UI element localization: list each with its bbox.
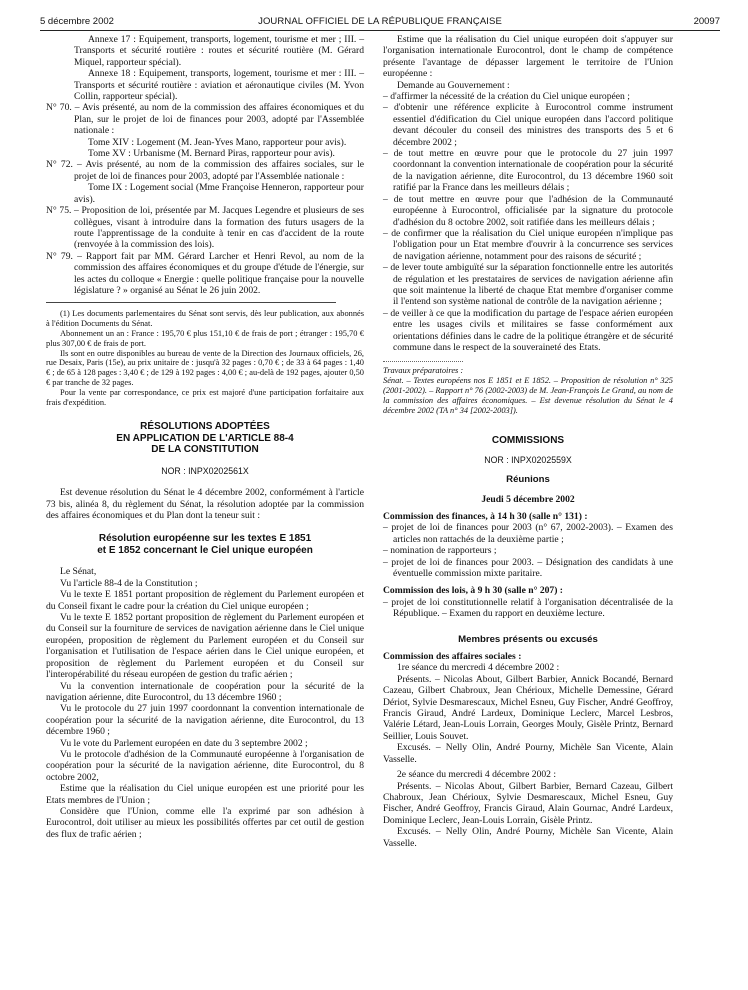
document-n70: N° 70. – Avis présenté, au nom de la commission des affaires économiques et du Plan, sur le projet de loi de finances pour 2003, adopté par l'Assemblée nationale : — [46, 102, 364, 137]
travaux-text: Sénat. – Textes européens nos E 1851 et E 1852. – Proposition de résolution n° 325 (2001-2002). – Rapport n° 76 (2002-2003) de M. Jean-François Le Grand, au nom de la commission des affaires économiques. – Est devenue résolution du Sénat le 4 décembre 2002 (TA n° 34 [2002-2003]). — [383, 376, 673, 415]
resolutions-title-line-1: RÉSOLUTIONS ADOPTÉES — [140, 421, 270, 433]
commissions-title: COMMISSIONS — [491, 435, 565, 447]
commission-affaires-sociales-heading: Commission des affaires sociales : — [383, 651, 522, 663]
tome-9: Tome IX : Logement social (Mme Françoise Henneron, rapporteur pour avis). — [74, 182, 364, 205]
excuses-1: Excusés. – Nelly Olin, André Pourny, Michèle San Vicente, Alain Vasselle. — [383, 742, 673, 765]
commission-lois-heading: Commission des lois, à 9 h 30 (salle n° 207) : — [383, 585, 563, 597]
demande-item: – de tout mettre en œuvre pour que l'adhésion de la Communauté européenne à Eurocontrol, officialisée par la signature du protocole d'adhésion du 8 octobre 2002, soit ratifiée dans les meilleurs délais ; — [383, 193, 673, 228]
commission-finances-heading: Commission des finances, à 14 h 30 (salle n° 131) : — [383, 510, 588, 522]
footnote-mail-order: Pour la vente par correspondance, ce prix est majoré d'une participation forfaitaire aux frais d'expédition. — [46, 387, 364, 407]
estime-2: Estime que la réalisation du Ciel unique européen doit s'appuyer sur l'organisation internationale Eurocontrol, dont le champ de compétence présente l'avantage de dépasser largement le territoire de l'Union européenne : — [383, 34, 673, 80]
document-n79: N° 79. – Rapport fait par MM. Gérard Larcher et Henri Revol, au nom de la commission des affaires économiques et du groupe d'étude de l'énergie, sur les actes du colloque « Energie : quelle politique française pour la nouvelle législature ? » organisé au Sénat le 26 juin 2002. — [46, 250, 364, 296]
footnote-rule — [46, 302, 336, 303]
meeting-date: Jeudi 5 décembre 2002 — [481, 493, 575, 505]
demande-item: – de veiller à ce que la modification du partage de l'espace aérien européen entre les usages civils et militaires se fasse conformément aux orientations définies dans le cadre de la politique étrangère et de sécurité commune dans le respect de la souveraineté des Etats. — [383, 307, 673, 353]
resolutions-title-line-3: DE LA CONSTITUTION — [151, 444, 259, 456]
vu-3: Vu le texte E 1852 portant proposition de règlement du Parlement européen et du Conseil sur la fourniture de services de navigation aérienne dans le Ciel unique européen, proposition de règlement du Parlement européen et du Conseil sur l'organisation et l'utilisation de l'espace aérien dans le Ciel unique européen, et proposition de règlement du Parlement européen et du Conseil sur l'interopérabilité du réseau européen de gestion du trafic aérien ; — [46, 612, 364, 681]
vu-4: Vu la convention internationale de coopération pour la sécurité de la navigation aérienne, dite Eurocontrol, du 13 décembre 1960 ; — [46, 680, 364, 703]
reunions-title: Réunions — [506, 474, 550, 486]
document-n72: N° 72. – Avis présenté, au nom de la commission des affaires sociales, sur le projet de loi de finances pour 2003, adopté par l'Assemblée nationale : — [46, 159, 364, 182]
le-senat: Le Sénat, — [60, 566, 97, 578]
nor-reference-2: NOR : INPX0202559X — [484, 454, 572, 465]
resolution-subtitle — [46, 533, 364, 556]
travaux-label: Travaux préparatoires : — [383, 366, 464, 376]
estime-1: Estime que la réalisation du Ciel unique européen est une priorité pour les Etats membres de l'Union ; — [46, 783, 364, 806]
resolution-section — [46, 421, 364, 840]
agenda-item: – projet de loi de finances pour 2003. – Désignation des candidats à une éventuelle commission mixte paritaire. — [383, 556, 673, 580]
document-n75: N° 75. – Proposition de loi, présentée par M. Jacques Legendre et plusieurs de ses collègues, visant à introduire dans la formation des futurs usagers de la route l'apprentissage de la conduite à tenir en cas d'accident de la route (renvoyée à la commission des lois). — [46, 205, 364, 251]
resolution-subtitle-line-2: et E 1852 concernant le Ciel unique européen — [97, 544, 313, 556]
right-column — [383, 34, 673, 849]
header-journal-title: JOURNAL OFFICIEL DE LA RÉPUBLIQUE FRANÇAISE — [258, 16, 502, 27]
left-column — [46, 34, 364, 840]
page-header — [40, 16, 720, 30]
resolutions-title — [46, 421, 364, 456]
demande-item: – de confirmer que la réalisation du Ciel unique européen n'implique pas l'obligation pour un Etat membre d'ouvrir à la concurrence ses services de navigation aérienne, notamment pour des raisons de sécurité ; — [383, 227, 673, 262]
vu-6: Vu le vote du Parlement européen en date du 3 septembre 2002 ; — [60, 737, 308, 749]
presents-2: Présents. – Nicolas About, Gilbert Barbier, Bernard Cazeau, Gilbert Chabroux, Jean Chérioux, Sylvie Desmarescaux, Michel Esneu, Guy Fischer, André Geoffroy, Francis Giraud, Alain Gournac, André Lardeux, Dominique Leclerc, Jean-Louis Lorrain, Gisèle Printz. — [383, 780, 673, 826]
annexe-17: Annexe 17 : Equipement, transports, logement, tourisme et mer ; III. – Transports et sécurité routière : routes et sécurité routière (M. Gérard Miquel, rapporteur spécial). — [74, 34, 364, 68]
footnote-1: (1) Les documents parlementaires du Sénat sont servis, dès leur publication, aux abonnés à l'édition Documents du Sénat. — [46, 309, 364, 329]
header-rule — [40, 30, 720, 31]
demande-item: – de lever toute ambiguïté sur la séparation fonctionnelle entre les autorités de régulation et les prestataires de services de navigation aérienne afin que soit maintenue la liberté de chaque Etat membre d'organiser comme il l'entend son système national de contrôle de la navigation aérienne ; — [383, 262, 673, 308]
excuses-2: Excusés. – Nelly Olin, André Pourny, Michèle San Vicente, Alain Vasselle. — [383, 826, 673, 849]
footnote-subscription: Abonnement un an : France : 195,70 € plus 151,10 € de frais de port ; étranger : 195,70 € plus 307,00 € de frais de port. — [46, 328, 364, 348]
tome-14: Tome XIV : Logement (M. Jean-Yves Mano, rapporteur pour avis). — [88, 136, 347, 148]
demande-heading: Demande au Gouvernement : — [397, 79, 510, 91]
presents-1: Présents. – Nicolas About, Gilbert Barbier, Annick Bocandé, Bernard Cazeau, Gilbert Chabroux, Jean Chérioux, Michelle Demessine, Gérard Dériot, Sylvie Desmarescaux, Michel Esneu, Guy Fischer, André Geoffroy, Francis Giraud, André Lardeux, Dominique Leclerc, Marcel Lesbros, Valérie Létard, Jean-Louis Lorrain, Georges Mouly, Gisèle Printz, Bernard Seillier, Louis Souvet. — [383, 673, 673, 742]
seance-1: 1re séance du mercredi 4 décembre 2002 : — [397, 662, 560, 674]
agenda-item: – projet de loi constitutionnelle relatif à l'organisation décentralisée de la République. – Examen du rapport en deuxième lecture. — [383, 596, 673, 620]
agenda-item: – nomination de rapporteurs ; — [383, 545, 497, 557]
resolutions-title-line-2: EN APPLICATION DE L'ARTICLE 88-4 — [116, 432, 294, 444]
footnote-prices: Ils sont en outre disponibles au bureau de vente de la Direction des Journaux officiels, 26, rue Desaix, Paris (15e), au prix unitaire de : jusqu'à 32 pages : 0,70 € ; de 33 à 64 pages : 1,40 € ; de 65 à 128 pages : 3,40 € ; de 129 à 192 pages : 4,00 € ; au-delà de 192 pages, ajouter 0,50 € par tranche de 32 pages. — [46, 348, 364, 387]
header-page-number: 20097 — [693, 16, 720, 27]
seance-2: 2e séance du mercredi 4 décembre 2002 : — [397, 769, 557, 781]
resolution-subtitle-line-1: Résolution européenne sur les textes E 1851 — [98, 533, 312, 545]
demande-item: – de tout mettre en œuvre pour que le protocole du 27 juin 1997 coordonnant la convention internationale de coopération pour la sécurité de la navigation aérienne, dite Eurocontrol, du 13 décembre 1960 soit ratifié par la France dans les meilleurs délais ; — [383, 148, 673, 194]
resolution-intro: Est devenue résolution du Sénat le 4 décembre 2002, conformément à l'article 73 bis, alinéa 8, du règlement du Sénat, la résolution adoptée par la commission des affaires économiques et du Plan dont la teneur suit : — [46, 487, 364, 522]
demande-item: – d'obtenir une référence explicite à Eurocontrol comme instrument essentiel d'édification du Ciel unique européen dans l'accord politique devant découler du conseil des ministres des transports des 5 et 6 décembre 2002 ; — [383, 102, 673, 148]
tome-15: Tome XV : Urbanisme (M. Bernard Piras, rapporteur pour avis). — [88, 148, 335, 160]
separator — [383, 361, 463, 362]
vu-2: Vu le texte E 1851 portant proposition de règlement du Parlement européen et du Conseil fixant le cadre pour la création du Ciel unique européen ; — [46, 589, 364, 612]
considere: Considère que l'Union, comme elle l'a exprimé par son adhésion à Eurocontrol, doit utiliser au mieux les possibilités offertes par cet outil de gestion des flux de trafic aérien ; — [46, 805, 364, 840]
vu-5: Vu le protocole du 27 juin 1997 coordonnant la convention internationale de coopération pour la sécurité de la navigation aérienne, dite Eurocontrol, du 13 décembre 1960 ; — [46, 703, 364, 738]
nor-reference-1: NOR : INPX0202561X — [161, 465, 249, 476]
membres-title: Membres présents ou excusés — [458, 633, 598, 645]
agenda-item: – projet de loi de finances pour 2003 (n° 67, 2002-2003). – Examen des articles non rattachés de la deuxième partie ; — [383, 522, 673, 545]
vu-1: Vu l'article 88-4 de la Constitution ; — [60, 577, 198, 589]
demande-item: – d'affirmer la nécessité de la création du Ciel unique européen ; — [383, 91, 630, 103]
annexe-18: Annexe 18 : Equipement, transports, logement, tourisme et mer : III. – Transports et sécurité routière : aviation et aéronautique civiles (M. Yvon Collin, rapporteur spécial). — [74, 68, 364, 103]
footnotes — [46, 309, 364, 407]
vu-7: Vu le protocole d'adhésion de la Communauté européenne à l'organisation de coopération pour la sécurité de la navigation aérienne, dite Eurocontrol, du 8 octobre 2002, — [46, 748, 364, 783]
header-date: 5 décembre 2002 — [40, 16, 114, 27]
